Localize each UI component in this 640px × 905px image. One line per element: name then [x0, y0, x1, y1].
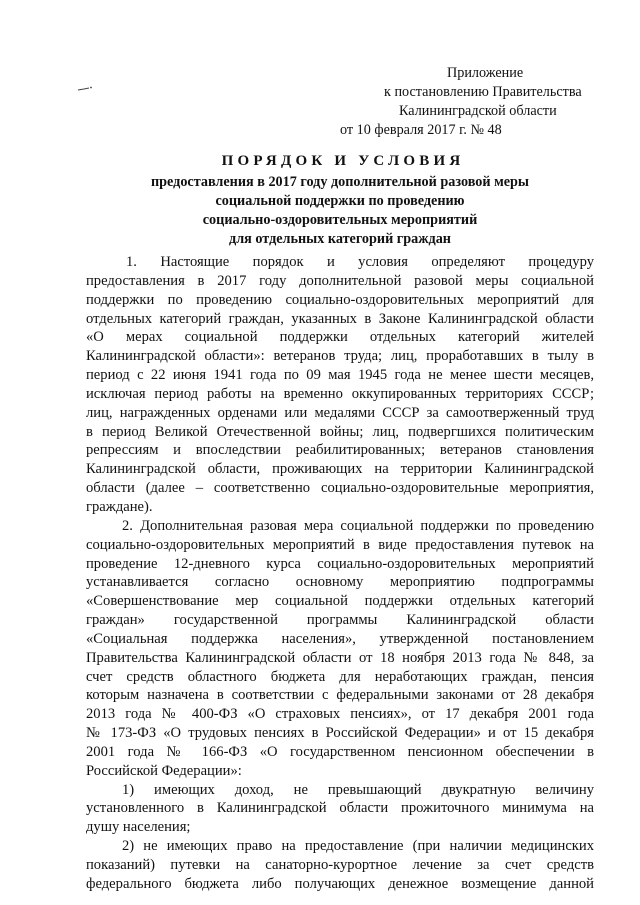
- body-line: «Совершенствование мер социальной поддержки отдельных категорий: [86, 593, 594, 610]
- body-line: 1) имеющих доход, не превышающий двукратную величину: [122, 781, 594, 798]
- body-line: проведение 12-дневного курса социально-оздоровительных мероприятий: [86, 555, 594, 572]
- scan-artifact-mark: [77, 86, 93, 92]
- body-line: 2. Дополнительная разовая мера социальной поддержки по проведению: [122, 517, 594, 534]
- appendix-date-number: от 10 февраля 2017 г. № 48: [340, 122, 502, 138]
- body-line: граждан» государственной программы Калининградской области: [86, 612, 594, 629]
- body-line: федерального бюджета либо получающих денежное возмещение данной: [86, 875, 594, 892]
- body-line: Калининградской области»: ветеранов труда; лиц, проработавших в тылу в: [86, 348, 594, 365]
- body-line: установленного в Калининградской области прожиточного минимума на: [86, 800, 594, 817]
- document-subtitle-line: предоставления в 2017 году дополнительной разовой меры: [150, 174, 530, 190]
- body-line: 2) не имеющих право на предоставление (при наличии медицинских: [122, 838, 594, 855]
- body-line: исключая период работы на временно оккупированных территориях СССР;: [86, 385, 594, 402]
- appendix-header: [340, 64, 600, 140]
- body-line: лиц, награжденных орденами или медалями СССР за самоотверженный труд: [86, 404, 594, 421]
- body-line: Правительства Калининградской области от 18 ноября 2013 года № 848, за: [86, 649, 594, 666]
- body-line: поддержки по проведению социально-оздоровительных мероприятий для: [86, 291, 594, 308]
- document-title-block: [80, 150, 600, 248]
- document-subtitle-line: социально-оздоровительных мероприятий: [202, 212, 478, 228]
- document-subtitle-line: для отдельных категорий граждан: [229, 231, 451, 247]
- document-body: [86, 253, 594, 894]
- body-line: Калининградской области, проживающих на территории Калининградской: [86, 461, 594, 478]
- body-line: Российской Федерации»:: [86, 762, 242, 779]
- body-line: счет средств областного бюджета для неработающих граждан, пенсия: [86, 668, 594, 685]
- body-line: «О мерах социальной поддержки отдельных категорий жителей: [86, 329, 594, 346]
- body-line: репрессиям и впоследствии реабилитированных; ветеранов становления: [86, 442, 594, 459]
- body-line: которым назначена в соответствии с федеральными законами от 28 декабря: [86, 687, 594, 704]
- body-line: 2001 года № 166-ФЗ «О государственном пенсионном обеспечении в: [86, 743, 594, 760]
- appendix-resolution-ref: к постановлению Правительства: [384, 84, 582, 100]
- body-line: душу населения;: [86, 819, 191, 836]
- body-line: 1. Настоящие порядок и условия определяют процедуру: [126, 254, 594, 270]
- body-line: № 173-ФЗ «О трудовых пенсиях в Российской Федерации» и от 15 декабря: [86, 725, 594, 742]
- body-line: социально-оздоровительных мероприятий в виде предоставления путевок на: [86, 536, 594, 553]
- appendix-region: Калининградской области: [399, 103, 557, 119]
- document-subtitle-line: социальной поддержки по проведению: [215, 193, 465, 209]
- body-line: граждане).: [86, 498, 153, 515]
- document-title: ПОРЯДОК И УСЛОВИЯ: [221, 153, 465, 169]
- body-line: «Социальная поддержка населения», утвержденной постановлением: [86, 630, 594, 647]
- body-line: устанавливается согласно основному мероприятию подпрограммы: [86, 574, 594, 591]
- body-line: отдельных категорий граждан, указанных в Законе Калининградской области: [86, 310, 594, 327]
- body-line: период с 22 июня 1941 года по 09 мая 1945 года не менее шести месяцев,: [86, 367, 594, 384]
- body-line: 2013 года № 400-ФЗ «О страховых пенсиях», от 17 декабря 2001 года: [86, 706, 594, 723]
- body-line: предоставления в 2017 году дополнительной разовой меры социальной: [86, 272, 594, 289]
- body-line: области (далее – соответственно социально-оздоровительные мероприятия,: [86, 480, 594, 497]
- body-line: в период Великой Отечественной войны; лиц, подвергшихся политическим: [86, 423, 594, 440]
- appendix-label: Приложение: [447, 65, 524, 81]
- body-line: показаний) путевки на санаторно-курортное лечение за счет средств: [86, 857, 594, 873]
